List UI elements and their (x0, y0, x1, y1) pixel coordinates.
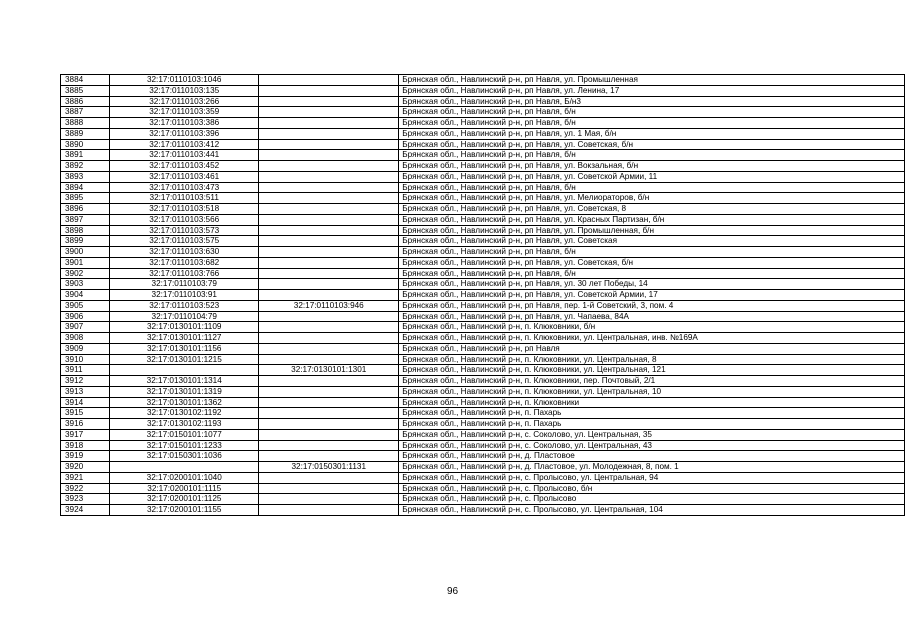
row-number-cell: 3911 (61, 365, 110, 376)
row-number-cell: 3887 (61, 107, 110, 118)
secondary-cadastral-number-cell (259, 354, 399, 365)
table-row (61, 247, 905, 258)
secondary-cadastral-number-cell (259, 150, 399, 161)
table-row (61, 322, 905, 333)
row-number-cell: 3923 (61, 494, 110, 505)
cadastral-number-cell: 32:17:0110103:1046 (110, 75, 259, 86)
secondary-cadastral-number-cell (259, 494, 399, 505)
table-row (61, 376, 905, 387)
secondary-cadastral-number-cell (259, 128, 399, 139)
row-number-cell: 3892 (61, 161, 110, 172)
secondary-cadastral-number-cell (259, 247, 399, 258)
table-row (61, 354, 905, 365)
row-number-cell: 3908 (61, 333, 110, 344)
address-cell: Брянская обл., Навлинский р-н, рп Навля, ул. Ленина, 17 (399, 85, 905, 96)
address-cell: Брянская обл., Навлинский р-н, п. Клюковники, б/н (399, 322, 905, 333)
table-row (61, 290, 905, 301)
table-row (61, 257, 905, 268)
cadastral-number-cell: 32:17:0150101:1233 (110, 440, 259, 451)
cadastral-number-cell: 32:17:0110103:575 (110, 236, 259, 247)
row-number-cell: 3898 (61, 225, 110, 236)
row-number-cell: 3884 (61, 75, 110, 86)
row-number-cell: 3907 (61, 322, 110, 333)
table-row (61, 161, 905, 172)
address-cell: Брянская обл., Навлинский р-н, п. Клюковники, пер. Почтовый, 2/1 (399, 376, 905, 387)
cadastral-number-cell: 32:17:0110103:523 (110, 300, 259, 311)
row-number-cell: 3912 (61, 376, 110, 387)
secondary-cadastral-number-cell (259, 96, 399, 107)
secondary-cadastral-number-cell (259, 161, 399, 172)
address-cell: Брянская обл., Навлинский р-н, рп Навля, ул. Красных Партизан, б/н (399, 214, 905, 225)
secondary-cadastral-number-cell (259, 343, 399, 354)
row-number-cell: 3918 (61, 440, 110, 451)
row-number-cell: 3903 (61, 279, 110, 290)
table-row (61, 408, 905, 419)
table-row (61, 343, 905, 354)
cadastral-number-cell: 32:17:0110103:79 (110, 279, 259, 290)
secondary-cadastral-number-cell (259, 204, 399, 215)
cadastral-number-cell: 32:17:0110103:573 (110, 225, 259, 236)
cadastral-number-cell (110, 462, 259, 473)
row-number-cell: 3924 (61, 505, 110, 516)
address-cell: Брянская обл., Навлинский р-н, д. Пластовое, ул. Молодежная, 8, пом. 1 (399, 462, 905, 473)
row-number-cell: 3921 (61, 472, 110, 483)
table-row (61, 440, 905, 451)
row-number-cell: 3914 (61, 397, 110, 408)
table-row (61, 268, 905, 279)
row-number-cell: 3897 (61, 214, 110, 225)
secondary-cadastral-number-cell (259, 505, 399, 516)
address-cell: Брянская обл., Навлинский р-н, рп Навля, б/н (399, 107, 905, 118)
cadastral-number-cell: 32:17:0110103:386 (110, 118, 259, 129)
cadastral-number-cell: 32:17:0110103:441 (110, 150, 259, 161)
secondary-cadastral-number-cell (259, 440, 399, 451)
secondary-cadastral-number-cell (259, 311, 399, 322)
table-row (61, 107, 905, 118)
address-cell: Брянская обл., Навлинский р-н, п. Клюковники, ул. Центральная, 10 (399, 386, 905, 397)
cadastral-number-cell: 32:17:0200101:1125 (110, 494, 259, 505)
secondary-cadastral-number-cell (259, 408, 399, 419)
address-cell: Брянская обл., Навлинский р-н, рп Навля, ул. Промышленная (399, 75, 905, 86)
table-row (61, 419, 905, 430)
secondary-cadastral-number-cell (259, 290, 399, 301)
table-row (61, 483, 905, 494)
secondary-cadastral-number-cell (259, 107, 399, 118)
secondary-cadastral-number-cell (259, 85, 399, 96)
row-number-cell: 3910 (61, 354, 110, 365)
cadastral-number-cell: 32:17:0110103:266 (110, 96, 259, 107)
secondary-cadastral-number-cell (259, 451, 399, 462)
table-row (61, 96, 905, 107)
row-number-cell: 3904 (61, 290, 110, 301)
secondary-cadastral-number-cell (259, 193, 399, 204)
cadastral-number-cell: 32:17:0110103:682 (110, 257, 259, 268)
address-cell: Брянская обл., Навлинский р-н, рп Навля, ул. Советская, 8 (399, 204, 905, 215)
cadastral-number-cell: 32:17:0110103:452 (110, 161, 259, 172)
cadastral-number-cell: 32:17:0130101:1314 (110, 376, 259, 387)
cadastral-number-cell: 32:17:0110103:518 (110, 204, 259, 215)
address-cell: Брянская обл., Навлинский р-н, рп Навля, б/н (399, 150, 905, 161)
secondary-cadastral-number-cell: 32:17:0130101:1301 (259, 365, 399, 376)
cadastral-number-cell: 32:17:0130101:1127 (110, 333, 259, 344)
row-number-cell: 3913 (61, 386, 110, 397)
address-cell: Брянская обл., Навлинский р-н, рп Навля, б/н (399, 247, 905, 258)
secondary-cadastral-number-cell (259, 419, 399, 430)
secondary-cadastral-number-cell (259, 333, 399, 344)
address-cell: Брянская обл., Навлинский р-н, п. Пахарь (399, 419, 905, 430)
table-row (61, 118, 905, 129)
address-cell: Брянская обл., Навлинский р-н, д. Пластовое (399, 451, 905, 462)
secondary-cadastral-number-cell (259, 225, 399, 236)
table-row (61, 311, 905, 322)
secondary-cadastral-number-cell (259, 386, 399, 397)
cadastral-number-cell: 32:17:0130101:1362 (110, 397, 259, 408)
secondary-cadastral-number-cell (259, 182, 399, 193)
row-number-cell: 3906 (61, 311, 110, 322)
secondary-cadastral-number-cell (259, 429, 399, 440)
cadastral-number-cell: 32:17:0110103:412 (110, 139, 259, 150)
secondary-cadastral-number-cell (259, 397, 399, 408)
row-number-cell: 3886 (61, 96, 110, 107)
table-row (61, 204, 905, 215)
address-cell: Брянская обл., Навлинский р-н, п. Клюковники, ул. Центральная, 8 (399, 354, 905, 365)
address-cell: Брянская обл., Навлинский р-н, рп Навля, ул. Советская, б/н (399, 257, 905, 268)
cadastral-number-cell: 32:17:0110103:461 (110, 171, 259, 182)
cadastral-number-cell: 32:17:0200101:1115 (110, 483, 259, 494)
address-cell: Брянская обл., Навлинский р-н, рп Навля, ул. Чапаева, 84А (399, 311, 905, 322)
address-cell: Брянская обл., Навлинский р-н, с. Пролысово, ул. Центральная, 94 (399, 472, 905, 483)
cadastral-number-cell: 32:17:0130101:1156 (110, 343, 259, 354)
table-row (61, 462, 905, 473)
address-cell: Брянская обл., Навлинский р-н, рп Навля, б/н (399, 182, 905, 193)
address-cell: Брянская обл., Навлинский р-н, рп Навля, ул. Мелиораторов, б/н (399, 193, 905, 204)
table-row (61, 150, 905, 161)
cadastral-number-cell: 32:17:0110103:511 (110, 193, 259, 204)
row-number-cell: 3890 (61, 139, 110, 150)
table-row (61, 225, 905, 236)
secondary-cadastral-number-cell (259, 214, 399, 225)
cadastral-number-cell (110, 365, 259, 376)
address-cell: Брянская обл., Навлинский р-н, п. Клюковники (399, 397, 905, 408)
table-row (61, 75, 905, 86)
address-cell: Брянская обл., Навлинский р-н, п. Клюковники, ул. Центральная, инв. №169А (399, 333, 905, 344)
table-row (61, 333, 905, 344)
table-row (61, 386, 905, 397)
property-registry-table (60, 74, 905, 516)
row-number-cell: 3889 (61, 128, 110, 139)
row-number-cell: 3899 (61, 236, 110, 247)
secondary-cadastral-number-cell (259, 257, 399, 268)
row-number-cell: 3920 (61, 462, 110, 473)
secondary-cadastral-number-cell: 32:17:0150301:1131 (259, 462, 399, 473)
table-row (61, 193, 905, 204)
table-row (61, 429, 905, 440)
cadastral-number-cell: 32:17:0150101:1077 (110, 429, 259, 440)
address-cell: Брянская обл., Навлинский р-н, с. Пролысово (399, 494, 905, 505)
address-cell: Брянская обл., Навлинский р-н, рп Навля, б/н (399, 268, 905, 279)
row-number-cell: 3902 (61, 268, 110, 279)
cadastral-number-cell: 32:17:0110103:766 (110, 268, 259, 279)
secondary-cadastral-number-cell (259, 139, 399, 150)
address-cell: Брянская обл., Навлинский р-н, рп Навля, Б/н3 (399, 96, 905, 107)
cadastral-number-cell: 32:17:0110103:359 (110, 107, 259, 118)
secondary-cadastral-number-cell (259, 472, 399, 483)
table-row (61, 300, 905, 311)
table-row (61, 139, 905, 150)
address-cell: Брянская обл., Навлинский р-н, с. Пролысово, б/н (399, 483, 905, 494)
page-number: 96 (446, 586, 459, 597)
row-number-cell: 3891 (61, 150, 110, 161)
secondary-cadastral-number-cell (259, 75, 399, 86)
table-row (61, 451, 905, 462)
secondary-cadastral-number-cell (259, 279, 399, 290)
address-cell: Брянская обл., Навлинский р-н, с. Соколово, ул. Центральная, 35 (399, 429, 905, 440)
row-number-cell: 3909 (61, 343, 110, 354)
cadastral-number-cell: 32:17:0110103:473 (110, 182, 259, 193)
row-number-cell: 3900 (61, 247, 110, 258)
row-number-cell: 3895 (61, 193, 110, 204)
cadastral-number-cell: 32:17:0130101:1319 (110, 386, 259, 397)
table-row (61, 171, 905, 182)
address-cell: Брянская обл., Навлинский р-н, п. Клюковники, ул. Центральная, 121 (399, 365, 905, 376)
address-cell: Брянская обл., Навлинский р-н, рп Навля, ул. Промышленная, б/н (399, 225, 905, 236)
cadastral-number-cell: 32:17:0110103:396 (110, 128, 259, 139)
address-cell: Брянская обл., Навлинский р-н, рп Навля, б/н (399, 118, 905, 129)
secondary-cadastral-number-cell (259, 268, 399, 279)
address-cell: Брянская обл., Навлинский р-н, рп Навля, ул. Советской Армии, 17 (399, 290, 905, 301)
cadastral-number-cell: 32:17:0110104:79 (110, 311, 259, 322)
cadastral-number-cell: 32:17:0110103:135 (110, 85, 259, 96)
address-cell: Брянская обл., Навлинский р-н, рп Навля, ул. 30 лет Победы, 14 (399, 279, 905, 290)
table-row (61, 472, 905, 483)
cadastral-number-cell: 32:17:0110103:566 (110, 214, 259, 225)
table-row (61, 128, 905, 139)
cadastral-number-cell: 32:17:0200101:1040 (110, 472, 259, 483)
row-number-cell: 3894 (61, 182, 110, 193)
secondary-cadastral-number-cell: 32:17:0110103:946 (259, 300, 399, 311)
table-row (61, 505, 905, 516)
table-row (61, 214, 905, 225)
address-cell: Брянская обл., Навлинский р-н, п. Пахарь (399, 408, 905, 419)
cadastral-number-cell: 32:17:0150301:1036 (110, 451, 259, 462)
table-row (61, 182, 905, 193)
cadastral-number-cell: 32:17:0200101:1155 (110, 505, 259, 516)
row-number-cell: 3916 (61, 419, 110, 430)
secondary-cadastral-number-cell (259, 118, 399, 129)
secondary-cadastral-number-cell (259, 171, 399, 182)
row-number-cell: 3896 (61, 204, 110, 215)
secondary-cadastral-number-cell (259, 483, 399, 494)
table-row (61, 494, 905, 505)
secondary-cadastral-number-cell (259, 236, 399, 247)
cadastral-number-cell: 32:17:0110103:630 (110, 247, 259, 258)
address-cell: Брянская обл., Навлинский р-н, с. Пролысово, ул. Центральная, 104 (399, 505, 905, 516)
row-number-cell: 3885 (61, 85, 110, 96)
address-cell: Брянская обл., Навлинский р-н, с. Соколово, ул. Центральная, 43 (399, 440, 905, 451)
row-number-cell: 3893 (61, 171, 110, 182)
table-row (61, 279, 905, 290)
row-number-cell: 3922 (61, 483, 110, 494)
cadastral-number-cell: 32:17:0130101:1215 (110, 354, 259, 365)
table-row (61, 397, 905, 408)
address-cell: Брянская обл., Навлинский р-н, рп Навля (399, 343, 905, 354)
address-cell: Брянская обл., Навлинский р-н, рп Навля, ул. Советская, б/н (399, 139, 905, 150)
secondary-cadastral-number-cell (259, 322, 399, 333)
table-row (61, 85, 905, 96)
address-cell: Брянская обл., Навлинский р-н, рп Навля, ул. Советская (399, 236, 905, 247)
address-cell: Брянская обл., Навлинский р-н, рп Навля, ул. Вокзальная, б/н (399, 161, 905, 172)
row-number-cell: 3901 (61, 257, 110, 268)
registry-table-body (61, 75, 905, 516)
address-cell: Брянская обл., Навлинский р-н, рп Навля, ул. Советской Армии, 11 (399, 171, 905, 182)
row-number-cell: 3919 (61, 451, 110, 462)
address-cell: Брянская обл., Навлинский р-н, рп Навля, пер. 1-й Советский, 3, пом. 4 (399, 300, 905, 311)
cadastral-number-cell: 32:17:0130101:1109 (110, 322, 259, 333)
row-number-cell: 3917 (61, 429, 110, 440)
table-row (61, 236, 905, 247)
table-row (61, 365, 905, 376)
cadastral-number-cell: 32:17:0130102:1193 (110, 419, 259, 430)
row-number-cell: 3905 (61, 300, 110, 311)
secondary-cadastral-number-cell (259, 376, 399, 387)
address-cell: Брянская обл., Навлинский р-н, рп Навля, ул. 1 Мая, б/н (399, 128, 905, 139)
cadastral-number-cell: 32:17:0110103:91 (110, 290, 259, 301)
row-number-cell: 3915 (61, 408, 110, 419)
row-number-cell: 3888 (61, 118, 110, 129)
cadastral-number-cell: 32:17:0130102:1192 (110, 408, 259, 419)
